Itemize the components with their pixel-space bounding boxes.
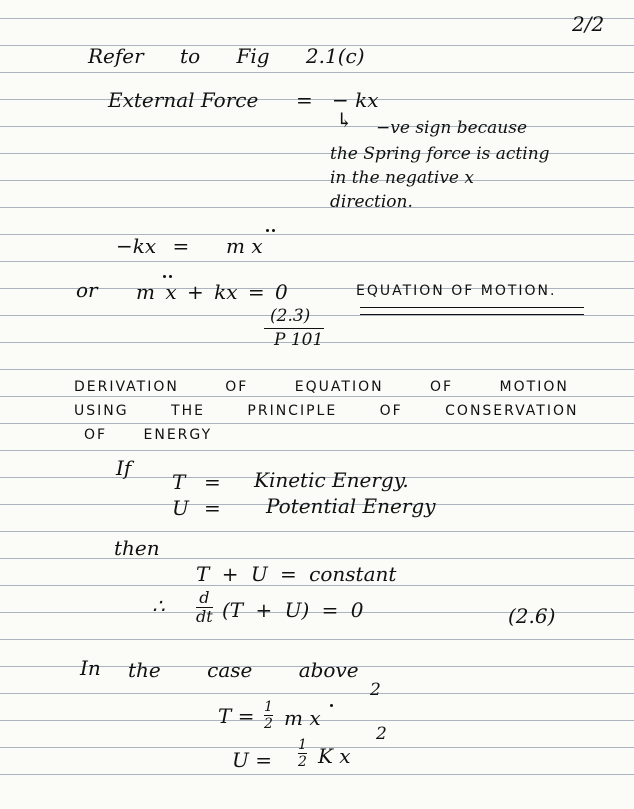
equation-of-motion: m x + kx = 0 [136,280,288,304]
fraction-numerator: 1 [264,699,273,715]
kinetic-energy-equation-rhs: m x [284,706,321,730]
ref-divider [264,328,324,329]
note-line-2: the Spring force is acting [330,144,550,164]
therefore-icon: ∴ [152,594,165,618]
half-fraction [264,700,273,731]
fraction-denominator: 2 [264,716,273,732]
note-line-4: direction. [330,192,413,212]
potential-energy-equation-lhs: U = [232,748,272,772]
arrow-icon: ↳ [336,108,353,132]
equals-sign: = [204,496,221,520]
symbol-T: T [172,470,186,494]
external-force-expression: − kx [332,88,379,112]
fraction-denominator: 2 [298,754,307,770]
underline [360,307,584,308]
equation-of-motion-label: EQUATION OF MOTION. [356,283,557,299]
derivation-heading-line3: OF ENERGY [84,427,213,443]
equation-ref-page: P 101 [274,330,324,350]
figure-reference: Refer to Fig 2.1(c) [88,44,365,68]
derivative-denominator: dt [196,607,213,626]
equation-ref-number: (2.3) [270,306,311,326]
case-above-text: the case above [128,658,359,682]
equation-force-balance-lhs: −kx = [116,234,190,258]
note-line-1: −ve sign because [376,118,528,138]
double-dot-icon [266,229,269,232]
derivation-heading-line1: DERIVATION OF EQUATION OF MOTION [74,379,569,395]
double-dot-icon [163,275,166,278]
then-word: then [114,536,160,560]
equals-sign: = [296,88,313,112]
potential-energy-equation-rhs: K x [318,744,351,768]
double-dot-icon [272,229,275,232]
kinetic-energy-equation-lhs: T = [218,704,255,728]
potential-energy-label: Potential Energy [266,494,436,518]
fraction-numerator: 1 [298,737,307,753]
symbol-U: U [172,496,189,520]
derivative-fraction [196,590,213,625]
page-number: 2/2 [572,12,605,36]
dot-icon [330,704,333,707]
square-exponent: 2 [376,724,387,744]
kinetic-energy-label: Kinetic Energy. [254,468,409,492]
note-line-3: in the negative x [330,168,474,188]
if-word: If [116,456,132,480]
derivative-numerator: d [199,588,210,607]
external-force-label: External Force [108,88,259,112]
square-exponent: 2 [370,680,381,700]
underline [360,314,584,315]
or-word: or [76,278,98,302]
double-dot-icon [169,275,172,278]
in-word: In [80,656,101,680]
derivation-heading-line2: USING THE PRINCIPLE OF CONSERVATION [74,403,579,419]
energy-sum-constant: T + U = constant [196,562,397,586]
equation-force-balance-rhs: m x [226,234,263,258]
derivative-expression: (T + U) = 0 [222,598,364,622]
equals-sign: = [204,470,221,494]
equation-number: (2.6) [508,604,556,628]
half-fraction [298,738,307,769]
